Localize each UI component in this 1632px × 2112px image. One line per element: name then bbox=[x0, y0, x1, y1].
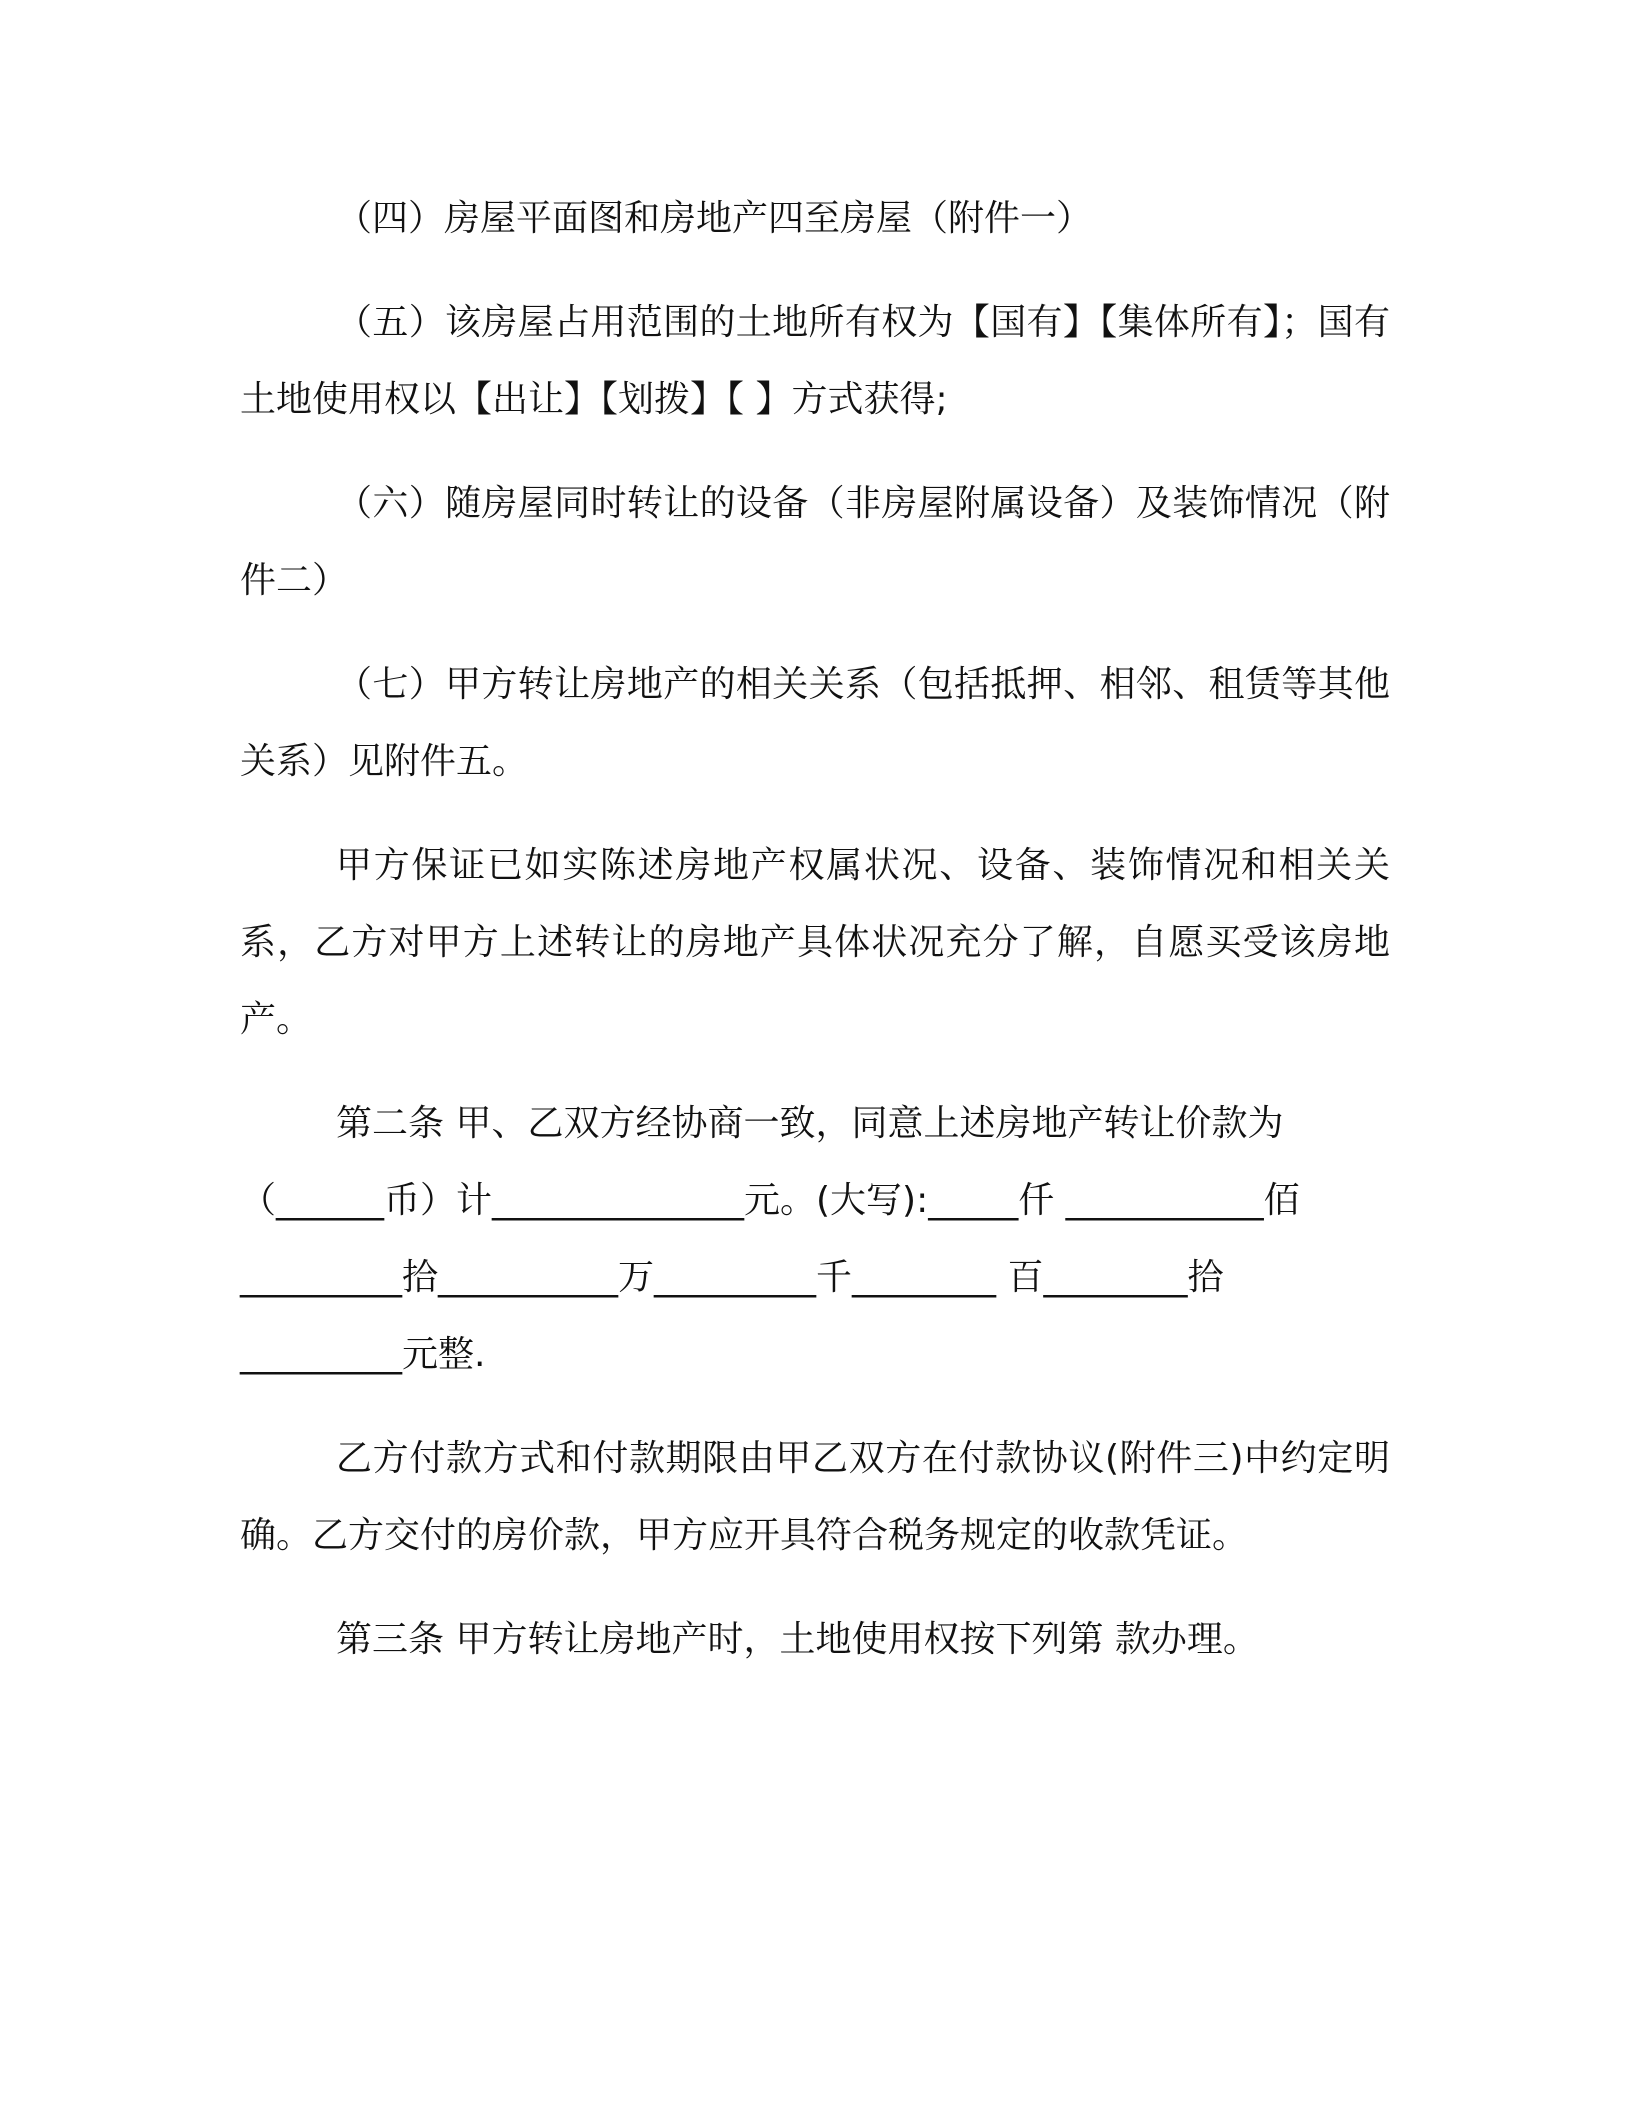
document-body bbox=[240, 180, 1390, 1705]
paragraph-party-a-guarantee: 甲方保证已如实陈述房地产权属状况、设备、装饰情况和相关关系，乙方对甲方上述转让的房地产具体状况充分了解，自愿买受该房地产。 bbox=[240, 845, 1390, 1040]
article-two-line: （______币）计______________元。(大写):_____仟 ___________佰 bbox=[240, 1180, 1300, 1221]
paragraph-related-relations: （七）甲方转让房地产的相关关系（包括抵押、相邻、租赁等其他关系）见附件五。 bbox=[240, 664, 1390, 782]
article-three-land-use: 第三条 甲方转让房地产时，土地使用权按下列第 款办理。 bbox=[336, 1619, 1259, 1660]
article-two-price bbox=[240, 1085, 1390, 1393]
paragraph-land-ownership: （五）该房屋占用范围的土地所有权为【国有】【集体所有】；国有土地使用权以【出让】【划拨】【 】方式获得; bbox=[240, 302, 1390, 420]
paragraph-payment-terms: 乙方付款方式和付款期限由甲乙双方在付款协议(附件三)中约定明确。乙方交付的房价款，甲方应开具符合税务规定的收款凭证。 bbox=[240, 1438, 1390, 1556]
paragraph-equipment: （六）随房屋同时转让的设备（非房屋附属设备）及装饰情况（附件二） bbox=[240, 483, 1390, 601]
article-two-line: 第二条 甲、乙双方经协商一致，同意上述房地产转让价款为 bbox=[336, 1103, 1284, 1144]
paragraph-floor-plan: （四）房屋平面图和房地产四至房屋（附件一） bbox=[336, 198, 1093, 239]
article-two-line: _________元整. bbox=[240, 1334, 486, 1375]
article-two-line: _________拾__________万_________千________ 百________拾 bbox=[240, 1257, 1224, 1298]
